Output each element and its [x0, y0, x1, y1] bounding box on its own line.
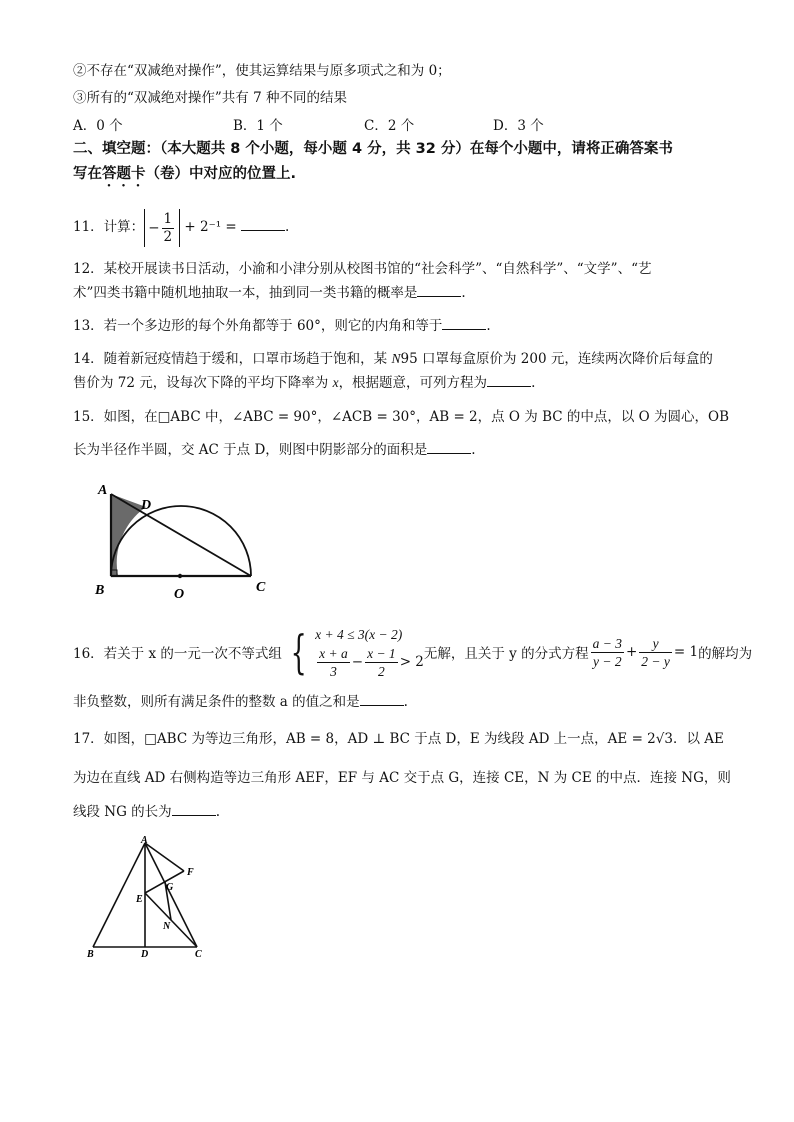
question-16-line1: 16．若关于 x 的一元一次不等式组 { x + 4 ≤ 3(x − 2) $\frac{x + a}{3}$ − $\frac{x - 1}{2}$ > 2 无解，且关于 y 的分式方程 $\frac{a - 3}{y - 2}$ + $\frac{y}{2 - y}$ = 1 的解均为	[73, 625, 753, 679]
question-11: 11．计算： − $\frac{1}{2}$ + 2⁻¹ = .	[73, 210, 290, 245]
option-b: B．1 个	[233, 118, 283, 134]
question-17-line1: 17．如图，□ABC 为等边三角形，AB = 8，AD ⊥ BC 于点 D，E 为线段 AD 上一点，AE = 2√3．以 AE	[73, 731, 724, 747]
label-g: G	[166, 882, 174, 893]
q17-figure	[80, 835, 220, 960]
answer-blank	[417, 284, 461, 297]
center-point	[178, 574, 182, 578]
statement-3: ③所有的“双减绝对操作”共有 7 种不同的结果	[73, 90, 347, 106]
q15-figure	[88, 474, 288, 604]
question-15-line2: 长为半径作半圆，交 AC 于点 D，则图中阴影部分的面积是 .	[73, 442, 476, 458]
question-12-line2: 术”四类书籍中随机地抽取一本，抽到同一类书籍的概率是 .	[73, 285, 466, 301]
label-a: A	[98, 483, 108, 498]
answer-blank	[360, 693, 404, 706]
question-17-line3: 线段 NG 的长为 .	[73, 804, 220, 820]
question-15-line1: 15．如图，在□ABC 中，∠ABC = 90°，∠ACB = 30°，AB = 2，点 O 为 BC 的中点，以 O 为圆心，OB	[73, 409, 730, 425]
label-b: B	[87, 949, 94, 960]
answer-blank	[487, 374, 531, 387]
emphasis-dots-text: 答题卡	[102, 166, 146, 182]
question-16-line2: 非负整数，则所有满足条件的整数 a 的值之和是 .	[73, 694, 408, 710]
answer-blank	[427, 441, 471, 454]
question-14-line1: 14．随着新冠疫情趋于缓和，口罩市场趋于饱和，某 N95 口罩每盒原价为 200 元，连续两次降价后每盒的	[73, 351, 713, 367]
label-d: D	[141, 949, 149, 960]
answer-blank	[241, 218, 285, 231]
question-12-line1: 12．某校开展读书日活动，小渝和小津分别从校图书馆的“社会科学”、“自然科学”、“文学”、“艺	[73, 261, 652, 277]
label-a: A	[141, 835, 148, 846]
option-a: A．0 个	[73, 118, 123, 134]
label-o: O	[174, 587, 185, 602]
statement-2: ②不存在“双减绝对操作”，使其运算结果与原多项式之和为 0；	[73, 63, 451, 79]
label-d: D	[141, 498, 152, 513]
answer-blank	[172, 803, 216, 816]
answer-blank	[442, 317, 486, 330]
label-b: B	[95, 583, 105, 598]
label-n: N	[163, 921, 171, 932]
question-14-line2: 售价为 72 元，设每次下降的平均下降率为 x，根据题意，可列方程为 .	[73, 375, 536, 391]
label-c: C	[256, 580, 266, 595]
question-17-line2: 为边在直线 AD 右侧构造等边三角形 AEF，EF 与 AC 交于点 G，连接 CE，N 为 CE 的中点．连接 NG，则	[73, 770, 731, 786]
segment-af	[145, 843, 184, 871]
label-f: F	[187, 867, 194, 878]
segment-ef	[145, 871, 184, 893]
brace: {	[290, 625, 307, 679]
section-title: 二、填空题：（本大题共 8 个小题，每小题 4 分，共 32 分）在每个小题中，请将正确答案书	[73, 141, 673, 157]
label-e: E	[136, 894, 143, 905]
option-d: D．3 个	[493, 118, 544, 134]
segment-ac	[145, 843, 197, 947]
question-13: 13．若一个多边形的每个外角都等于 60°，则它的内角和等于 .	[73, 318, 491, 334]
section-title-line2: 写在答题卡（卷）中对应的位置上.	[73, 166, 297, 182]
option-c: C．2 个	[364, 118, 415, 134]
label-c: C	[195, 949, 202, 960]
